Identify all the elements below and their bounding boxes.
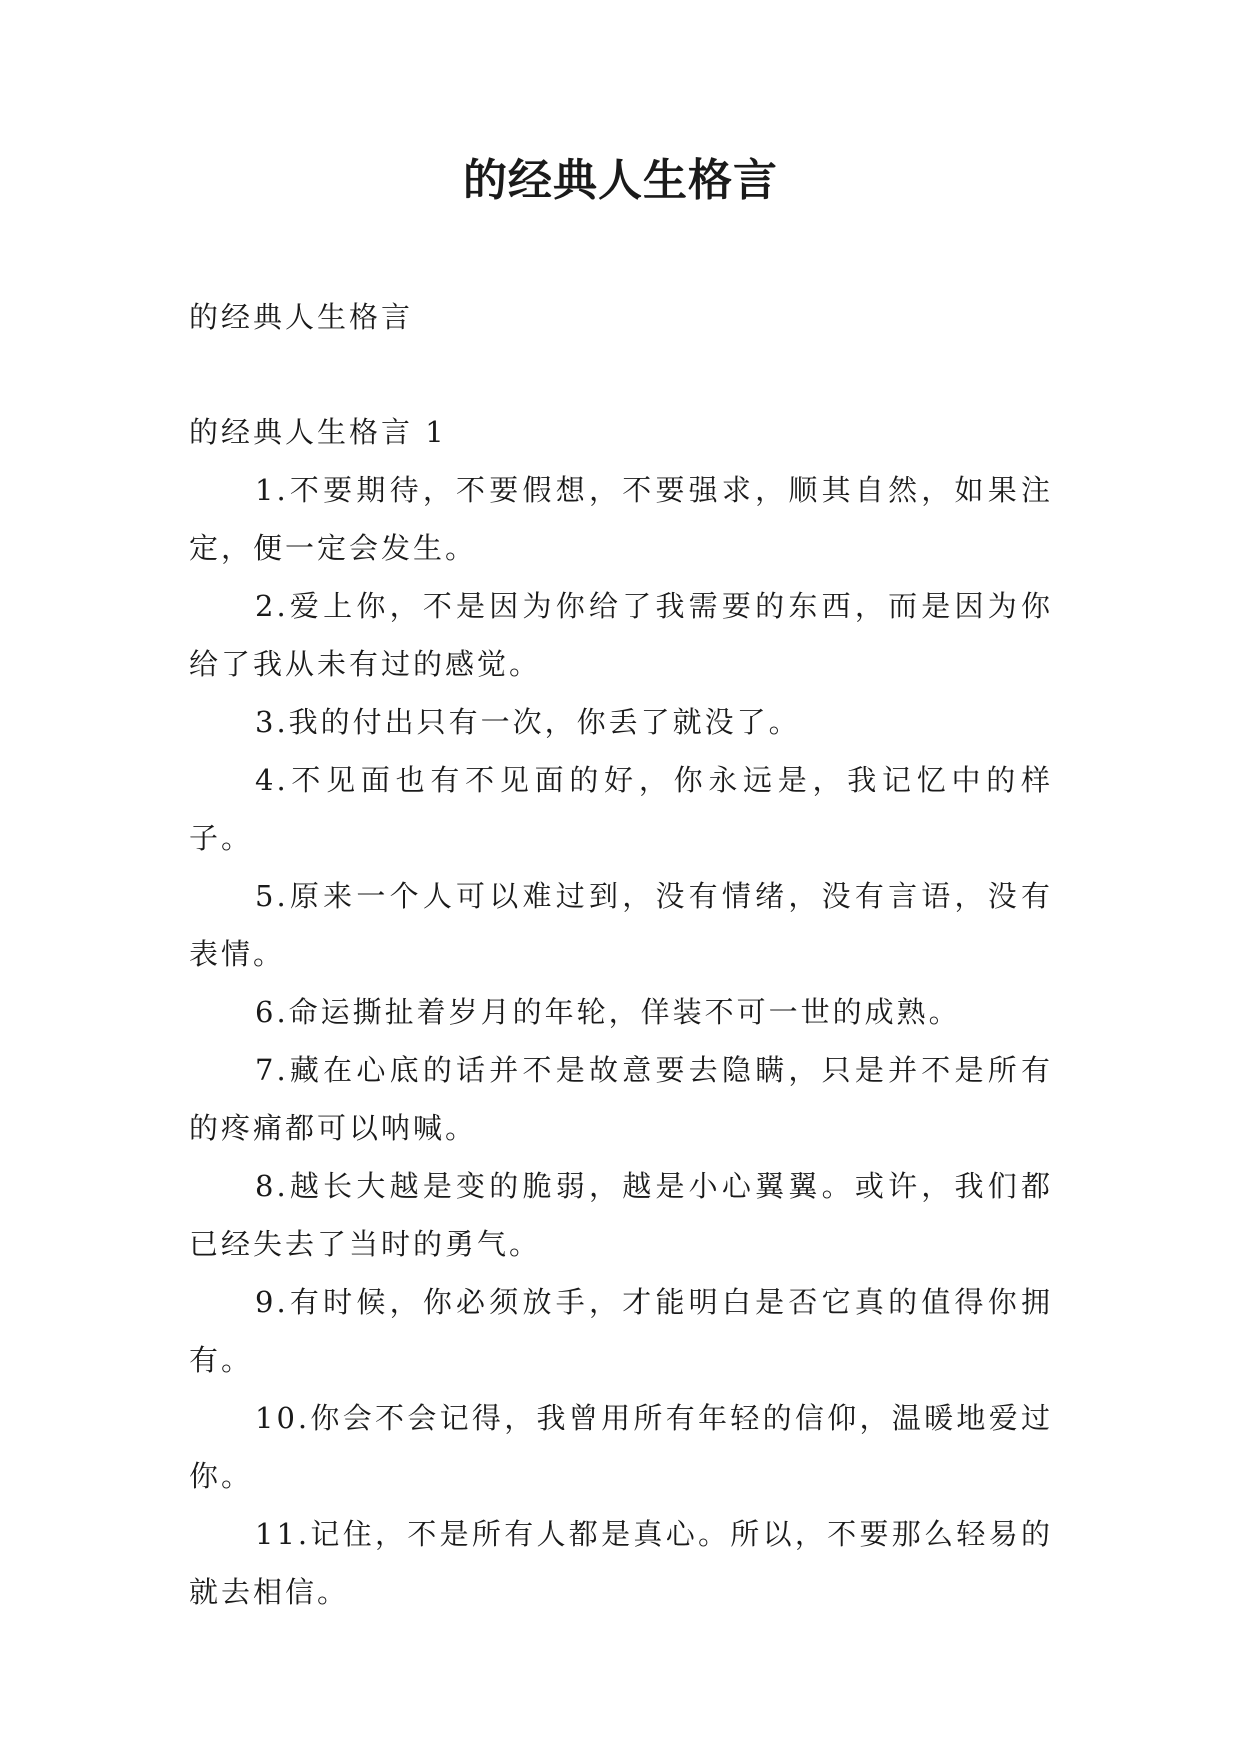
document-body: [189, 288, 1053, 1621]
quote-item-7: 7.藏在心底的话并不是故意要去隐瞒，只是并不是所有的疼痛都可以呐喊。: [189, 1053, 1053, 1145]
quote-item-2: 2.爱上你，不是因为你给了我需要的东西，而是因为你给了我从未有过的感觉。: [189, 589, 1053, 681]
section-heading: 的经典人生格言 1: [189, 415, 447, 449]
quote-item-9: 9.有时候，你必须放手，才能明白是否它真的值得你拥有。: [189, 1285, 1053, 1377]
quote-list: [189, 461, 1053, 1621]
quote-item-4: 4.不见面也有不见面的好，你永远是，我记忆中的样子。: [189, 763, 1053, 855]
page-title: 的经典人生格言: [463, 155, 778, 206]
quote-item-11: 11.记住，不是所有人都是真心。所以，不要那么轻易的就去相信。: [189, 1517, 1053, 1609]
quote-item-1: 1.不要期待，不要假想，不要强求，顺其自然，如果注定，便一定会发生。: [189, 473, 1053, 565]
quote-item-5: 5.原来一个人可以难过到，没有情绪，没有言语，没有表情。: [189, 879, 1053, 971]
quote-item-10: 10.你会不会记得，我曾用所有年轻的信仰，温暖地爱过你。: [189, 1401, 1053, 1493]
quote-item-8: 8.越长大越是变的脆弱，越是小心翼翼。或许，我们都已经失去了当时的勇气。: [189, 1169, 1053, 1261]
quote-item-3: 3.我的付出只有一次，你丢了就没了。: [255, 705, 801, 739]
quote-item-6: 6.命运撕扯着岁月的年轮，佯装不可一世的成熟。: [255, 995, 961, 1029]
document-subtitle: 的经典人生格言: [189, 300, 414, 334]
